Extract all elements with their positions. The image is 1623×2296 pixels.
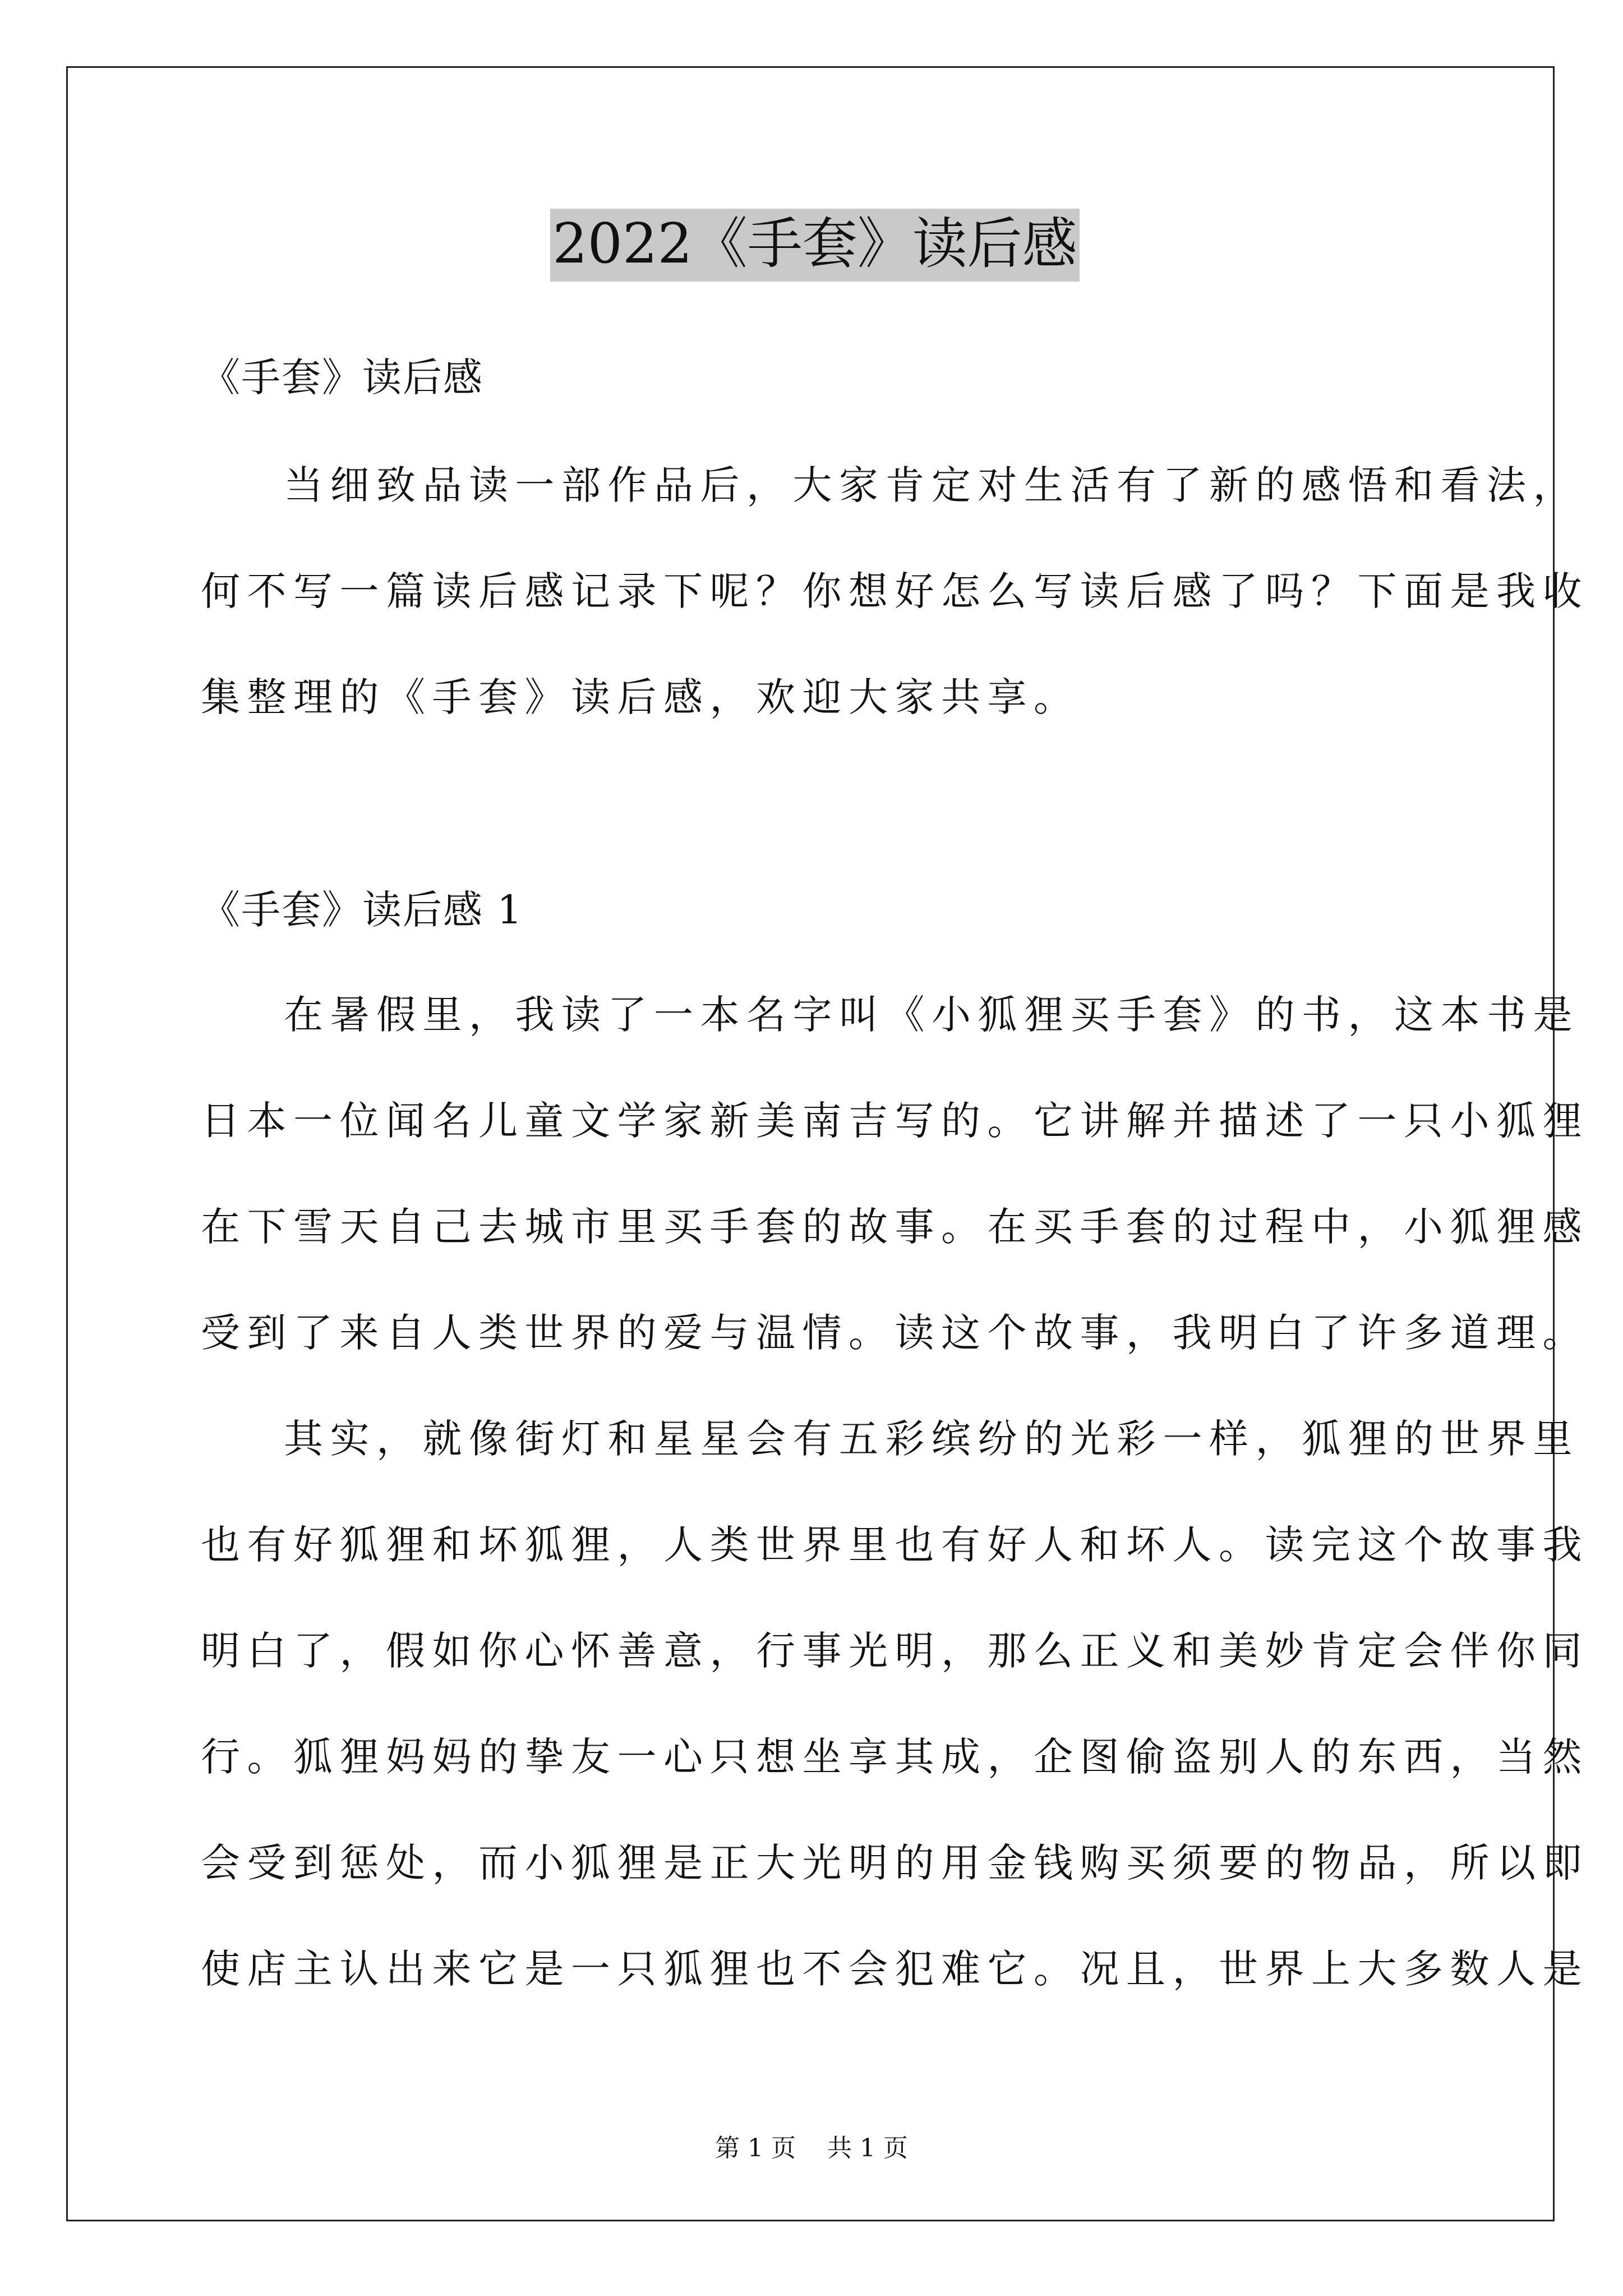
title-block <box>201 209 1429 282</box>
paragraph1-line: 日本一位闻名儿童文学家新美南吉写的。它讲解并描述了一只小狐狸 <box>201 1098 1589 1144</box>
section-heading: 《手套》读后感 1 <box>201 887 523 933</box>
paragraph2-line: 使店主认出来它是一只狐狸也不会犯难它。况且，世界上大多数人是 <box>201 1946 1589 1992</box>
page-title: 2022《手套》读后感 <box>550 209 1079 282</box>
paragraph2-line: 也有好狐狸和坏狐狸，人类世界里也有好人和坏人。读完这个故事我 <box>201 1522 1589 1568</box>
subtitle: 《手套》读后感 <box>201 355 483 401</box>
page-footer: 第 1 页 共 1 页 <box>715 2134 908 2162</box>
paragraph1-line: 在暑假里，我读了一本名字叫《小狐狸买手套》的书，这本书是 <box>284 992 1579 1038</box>
paragraph2-line: 行。狐狸妈妈的挚友一心只想坐享其成，企图偷盗别人的东西，当然 <box>201 1734 1589 1780</box>
paragraph2-line: 明白了，假如你心怀善意，行事光明，那么正义和美妙肯定会伴你同 <box>201 1628 1589 1674</box>
paragraph1-line: 在下雪天自己去城市里买手套的故事。在买手套的过程中，小狐狸感 <box>201 1204 1589 1250</box>
paragraph1-line: 受到了来自人类世界的爱与温情。读这个故事，我明白了许多道理。 <box>201 1310 1589 1356</box>
intro-line: 集整理的《手套》读后感，欢迎大家共享。 <box>201 674 1080 720</box>
paragraph2-line: 会受到惩处，而小狐狸是正大光明的用金钱购买须要的物品，所以即 <box>201 1840 1589 1886</box>
intro-line: 当细致品读一部作品后，大家肯定对生活有了新的感悟和看法， <box>284 462 1579 508</box>
intro-line: 何不写一篇读后感记录下呢？你想好怎么写读后感了吗？下面是我收 <box>201 568 1589 614</box>
paragraph2-line: 其实，就像街灯和星星会有五彩缤纷的光彩一样，狐狸的世界里 <box>284 1416 1579 1462</box>
